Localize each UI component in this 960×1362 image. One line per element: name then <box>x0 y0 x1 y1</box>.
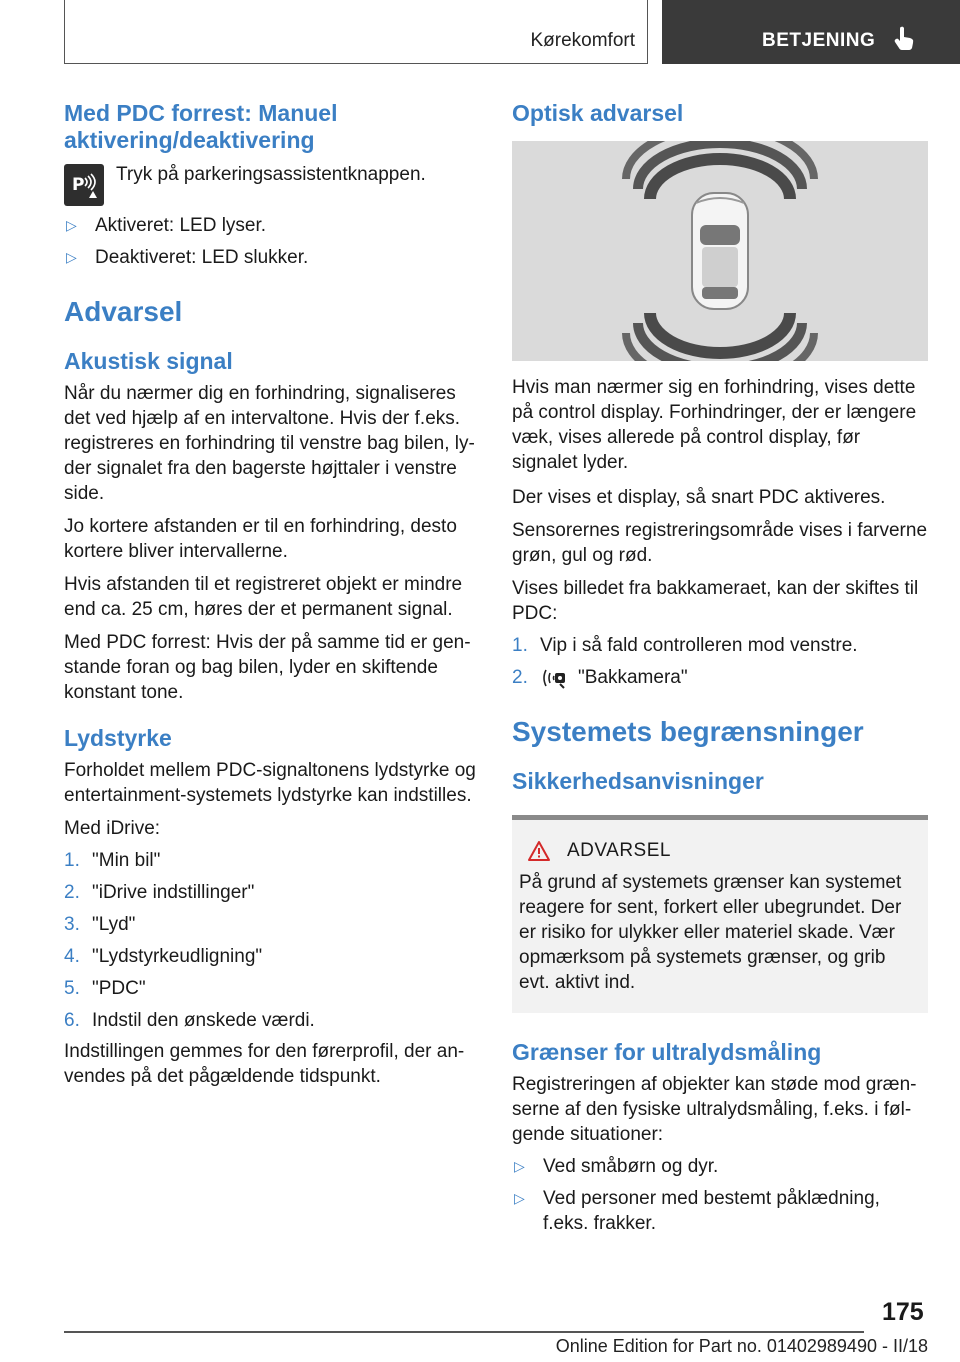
camera-steps-list <box>512 633 928 690</box>
pointing-hand-icon <box>894 26 916 55</box>
acoustic-paragraph: Jo kortere afstanden er til en forhindring, desto kortere bliver intervallerne. <box>64 516 457 562</box>
list-item: 4. "Lydstyrkeudligning" <box>64 946 263 967</box>
idrive-intro: Med iDrive: <box>64 818 161 839</box>
triangle-bullet-icon: ▷ <box>66 217 77 233</box>
list-item: 5. "PDC" <box>64 978 146 999</box>
pdc-car-illustration <box>512 141 928 361</box>
list-item: 1. "Min bil" <box>64 850 161 871</box>
heading-safety-notes: Sikkerhedsanvisninger <box>512 768 764 794</box>
acoustic-paragraph: Hvis afstanden til et registreret objekt er mindre end ca. 25 cm, høres der et permanent signal. <box>64 574 463 620</box>
heading-ultrasonic-limits: Grænser for ultralydsmåling <box>512 1039 822 1065</box>
footer-divider <box>64 1331 864 1333</box>
right-column <box>512 100 928 1236</box>
header-chapter-box[interactable] <box>662 0 960 64</box>
warning-text: På grund af systemets grænser kan systemet reagere for sent, forkert eller ubegrundet. Der er risiko for ulykker eller materiel skade. Vær opmærksom på systemets grænser, og grib evt. aktivt ind. <box>519 872 902 993</box>
parking-assist-button-icon <box>64 164 104 206</box>
acoustic-paragraph: Når du nærmer dig en forhindring, signaliseres det ved hjælp af en intervaltone. Hvis der f.eks. registreres en forhindring til venstre bag bilen, lyder signalet fra den bagerste højttaler i venstre side. <box>64 383 475 504</box>
volume-paragraph: Forholdet mellem PDC-signaltonens lydstyrke og entertainment-systemets lydstyrke kan indstilles. <box>64 760 476 806</box>
header-chapter-title: BETJENING <box>762 30 876 51</box>
saved-note: Indstillingen gemmes for den førerprofil, der anvendes på det pågældende tidspunkt. <box>64 1041 465 1087</box>
list-item: 2. "iDrive indstillinger" <box>64 882 255 903</box>
list-item: 3. "Lyd" <box>64 914 136 935</box>
heading-system-limits: Systemets begrænsninger <box>512 716 864 747</box>
optical-paragraph: Der vises et display, så snart PDC aktiveres. <box>512 487 886 508</box>
ultrasonic-list <box>512 1154 928 1236</box>
triangle-bullet-icon: ▷ <box>66 249 77 265</box>
heading-optical-warning: Optisk advarsel <box>512 100 684 126</box>
list-item: ▷ Ved småbørn og dyr. <box>514 1156 719 1177</box>
header-section-box <box>64 0 648 64</box>
optical-paragraph: Hvis man nærmer sig en forhindring, vises dette på control display. Forhindringer, der er længere væk, vises allerede på control display, før signalet lyder. <box>512 377 917 473</box>
warning-title: ADVARSEL <box>567 840 671 861</box>
press-button-row <box>64 162 478 206</box>
heading-manual-activation: Med PDC forrest: Manuel aktivering/deaktivering <box>64 100 338 153</box>
heading-warning: Advarsel <box>64 296 183 327</box>
warning-box <box>512 815 928 1013</box>
idrive-steps-list <box>64 848 478 1033</box>
warning-header <box>519 840 921 862</box>
header-section-title: Kørekomfort <box>530 30 635 51</box>
page-number: 175 <box>882 1298 924 1326</box>
svg-text:P: P <box>72 175 85 195</box>
warning-triangle-icon <box>527 840 551 862</box>
triangle-bullet-icon: ▷ <box>514 1190 525 1206</box>
ultrasonic-paragraph: Registreringen af objekter kan støde mod grænserne af den fysiske ultralydsmåling, f.eks. i følgende situationer: <box>512 1074 917 1145</box>
list-item: ▷ Ved personer med bestemt påklædning, f.eks. frakker. <box>514 1188 880 1234</box>
list-item: 2. "Bakkamera" <box>512 667 688 688</box>
optical-paragraph: Sensorernes registreringsområde vises i farverne grøn, gul og rød. <box>512 520 928 566</box>
press-button-text: Tryk på parkeringsassistentknappen. <box>116 164 426 185</box>
list-item: 6. Indstil den ønskede værdi. <box>64 1010 315 1031</box>
heading-acoustic-signal: Akustisk signal <box>64 348 233 374</box>
list-item: 1. Vip i så fald controlleren mod venstre. <box>512 635 858 656</box>
pdc-display-figure <box>512 141 928 361</box>
heading-volume: Lydstyrke <box>64 725 172 751</box>
acoustic-paragraph: Med PDC forrest: Hvis der på samme tid er genstande foran og bag bilen, lyder en skiftende konstant tone. <box>64 632 471 703</box>
parking-sensor-icon <box>542 665 568 690</box>
list-item: ▷ Deaktiveret: LED slukker. <box>66 247 309 268</box>
triangle-bullet-icon: ▷ <box>514 1158 525 1174</box>
led-state-list <box>64 213 478 270</box>
list-item: ▷ Aktiveret: LED lyser. <box>66 215 267 236</box>
optical-paragraph: Vises billedet fra bakkameraet, kan der skiftes til PDC: <box>512 578 919 624</box>
left-column <box>64 100 478 1089</box>
edition-text: Online Edition for Part no. 01402989490 - II/18 <box>555 1336 928 1356</box>
